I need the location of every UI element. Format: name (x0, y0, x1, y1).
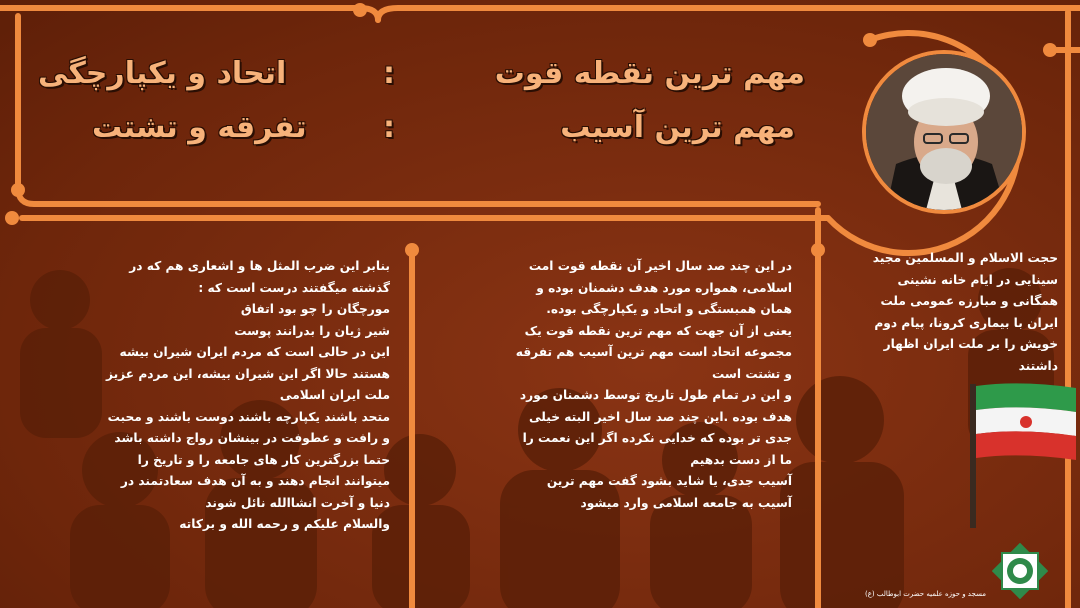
seminary-logo-icon (992, 543, 1048, 599)
body-mid-line: و تشتت است (712, 366, 792, 381)
body-mid-line: آسیب جدی، یا شاید بشود گفت مهم ترین (546, 474, 792, 488)
headline-strength-label: مهم ترین نقطه قوت (494, 56, 805, 91)
footer-caption: مسجد و حوزه علمیه حضرت ابوطالب (ع) (864, 590, 986, 598)
headline-harm-label: مهم ترین آسیب (560, 110, 795, 145)
body-mid-line: اسلامی، همواره مورد هدف دشمنان بوده و (536, 280, 792, 295)
portrait-image (866, 54, 1022, 210)
intro-column (826, 248, 1058, 377)
body-column-left (38, 256, 390, 536)
body-left-line: والسلام علیکم و رحمه الله و برکاته (179, 517, 390, 531)
intro-line: خویش را بر ملت ایران اظهار (883, 337, 1058, 351)
intro-line: سینایی در ایام خانه نشینی (897, 272, 1058, 287)
body-left-line: و رافت و عطوفت در بینشان رواج داشته باشد (114, 431, 390, 445)
intro-line: ایران با بیماری کرونا، پیام دوم (874, 315, 1058, 330)
body-mid-line: مجموعه اتحاد است مهم ترین آسیب هم تفرقه (515, 345, 792, 359)
headline-strength-value: اتحاد و یکپارچگی (38, 56, 287, 91)
iran-flag-icon (940, 378, 1080, 528)
headline-colon-2: : (383, 110, 395, 145)
headline-harm-value: تفرقه و تشتت (92, 110, 307, 145)
body-left-line: دنیا و آخرت انشاالله نائل شوند (205, 495, 390, 510)
body-left-line: متحد باشند یکپارچه باشند دوست باشند و محبت (107, 409, 390, 424)
body-mid-line: جدی تر بوده که خدایی نکرده اگر این نعمت را (522, 431, 792, 445)
body-mid-line: در این چند صد سال اخیر آن نقطه قوت امت (528, 259, 792, 273)
body-left-line: ملت ایران اسلامی (279, 388, 390, 402)
body-mid-line: یعنی از آن جهت که مهم ترین نقطه قوت یک (524, 323, 792, 338)
body-mid-line: هدف بوده .این چند صد سال اخیر البته خیلی (528, 409, 792, 424)
intro-line: داشتند (1018, 358, 1058, 373)
cleric-portrait (862, 50, 1026, 214)
body-left-line: میتوانند انجام دهند و به آن هدف سعادتمند در (120, 474, 390, 488)
body-mid-line: آسیب به جامعه اسلامی وارد میشود (580, 495, 792, 510)
body-left-line: شیر ژیان را بدرانند پوست (234, 323, 390, 338)
body-mid-line: همان همبستگی و اتحاد و یکپارچگی بوده. (546, 302, 792, 316)
body-left-line: حتما بزرگترین کار های جامعه را و تاریخ را (137, 452, 390, 467)
body-left-line: هستند حالا اگر این شیران بیشه، این مردم عزیز (106, 366, 390, 381)
body-left-line: این در حالی است که مردم ایران شیران بیشه (119, 345, 390, 359)
body-left-line: گذشته میگفتند درست است که : (198, 280, 390, 295)
intro-line: حجت الاسلام و المسلمین مجید (872, 251, 1058, 265)
body-mid-line: ما از دست بدهیم (690, 452, 792, 467)
body-left-line: مورچگان را چو بود اتفاق (240, 302, 390, 316)
body-left-line: بنابر این ضرب المثل ها و اشعاری هم که در (129, 259, 390, 273)
headline-colon-1: : (383, 56, 395, 91)
body-column-middle (440, 256, 792, 514)
intro-line: همگانی و مبارزه عمومی ملت (880, 294, 1058, 308)
body-mid-line: و این در تمام طول تاریخ توسط دشمنان مورد (519, 388, 792, 402)
